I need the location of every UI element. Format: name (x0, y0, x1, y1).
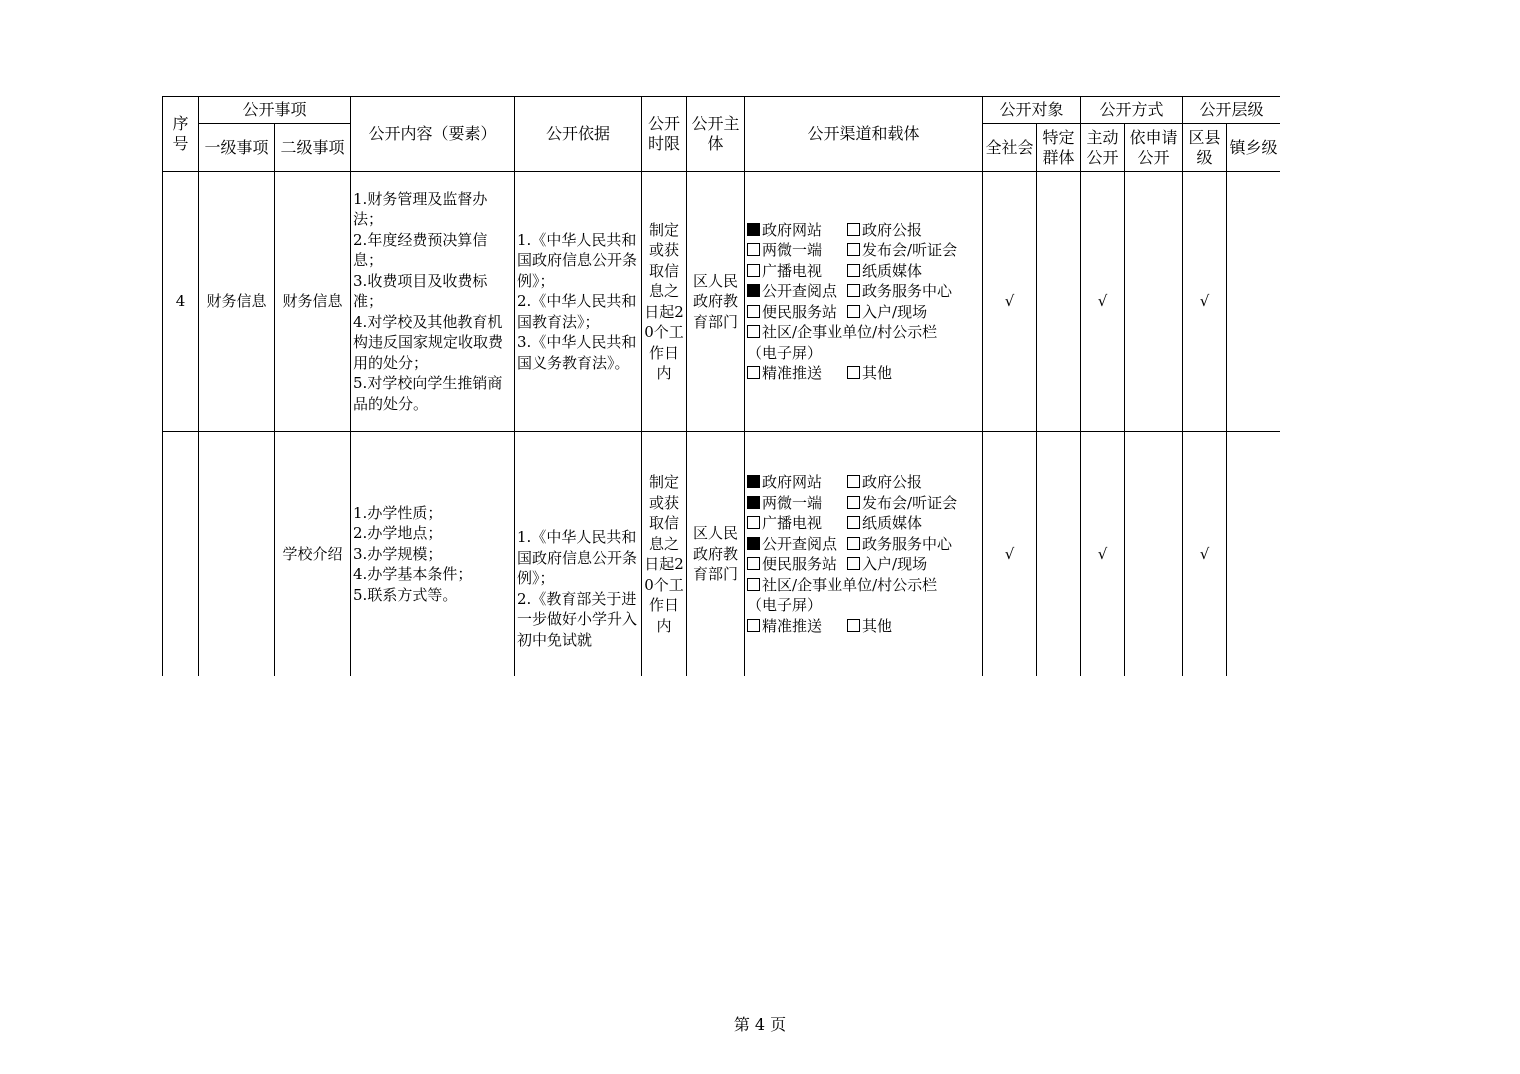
unchecked-box-icon (847, 496, 860, 509)
channel-line (747, 513, 980, 534)
unchecked-box-icon (747, 325, 760, 338)
checked-box-icon (747, 537, 760, 550)
header-level1: 一级事项 (199, 124, 275, 172)
channel-option (847, 281, 952, 302)
channel-option-label: 广播电视 (762, 514, 823, 532)
unchecked-box-icon (847, 557, 860, 570)
checked-box-icon (747, 496, 760, 509)
channel-option-label: 社区/企事业单位/村公示栏 (762, 575, 938, 594)
unchecked-box-icon (847, 619, 860, 632)
channel-option (747, 363, 847, 384)
row-audience-specific (1037, 172, 1081, 432)
unchecked-box-icon (747, 516, 760, 529)
channel-option-label: 政府公报 (862, 473, 923, 491)
row-level-county: √ (1183, 172, 1227, 432)
channel-option-label: 政府公报 (862, 220, 923, 239)
header-row-top (163, 97, 1281, 124)
header-level-group: 公开层级 (1183, 97, 1280, 124)
channel-option (747, 322, 937, 343)
channel-line (747, 534, 980, 555)
table-row (163, 432, 1281, 677)
unchecked-box-icon (747, 243, 760, 256)
row-seq: 4 (163, 172, 199, 432)
channel-option-label: 纸质媒体 (862, 514, 923, 532)
header-audience-all: 全社会 (983, 124, 1037, 172)
row-channels (745, 172, 983, 432)
channel-line (747, 322, 980, 343)
header-mode-apply: 依申请公开 (1125, 124, 1183, 172)
row-mode-apply (1125, 172, 1183, 432)
row-level-town (1227, 172, 1280, 432)
unchecked-box-icon (747, 578, 760, 591)
row-level2: 财务信息 (275, 172, 351, 432)
channel-option-label: 便民服务站 (762, 302, 838, 321)
channel-option (847, 240, 957, 261)
channel-option-label: 便民服务站 (762, 555, 838, 573)
channel-line (747, 616, 980, 637)
row-mode-apply (1125, 432, 1183, 677)
unchecked-box-icon (847, 537, 860, 550)
channel-option (847, 302, 927, 323)
channel-line (747, 240, 980, 261)
channel-line (747, 363, 980, 384)
channel-option (747, 261, 847, 282)
unchecked-box-icon (847, 243, 860, 256)
header-level2: 二级事项 (275, 124, 351, 172)
channel-option-label: 纸质媒体 (862, 261, 923, 280)
row-content: 1.办学性质； 2.办学地点； 3.办学规模； 4.办学基本条件； 5.联系方式等。 (351, 432, 515, 677)
row-mode-active: √ (1081, 432, 1125, 677)
unchecked-box-icon (747, 264, 760, 277)
row-basis: 1.《中华人民共和国政府信息公开条例》； 2.《教育部关于进一步做好小学升入初中免试就 (515, 432, 642, 677)
header-channel: 公开渠道和载体 (745, 97, 983, 172)
unchecked-box-icon (747, 557, 760, 570)
channel-option (747, 534, 847, 555)
channel-option (747, 220, 847, 241)
row-content: 1.财务管理及监督办法； 2.年度经费预决算信息； 3.收费项目及收费标准； 4.对学校及其他教育机构违反国家规定收取费用的处分； 5.对学校向学生推销商品的处分。 (351, 172, 515, 432)
channel-list (747, 220, 980, 384)
row-audience-all: √ (983, 432, 1037, 677)
page-number: 第 4 页 (733, 1015, 787, 1034)
unchecked-box-icon (747, 366, 760, 379)
channel-option-label: 入户/现场 (862, 302, 928, 321)
channel-option (847, 513, 922, 534)
row-seq (163, 432, 199, 677)
channel-line (747, 575, 980, 596)
channel-line (747, 472, 980, 493)
channel-option (847, 363, 892, 384)
channel-list (747, 472, 980, 636)
row-audience-specific (1037, 432, 1081, 677)
disclosure-table (162, 96, 1280, 676)
channel-option (747, 281, 847, 302)
channel-option-label: 公开查阅点 (762, 282, 838, 300)
unchecked-box-icon (847, 366, 860, 379)
channel-line (747, 302, 980, 323)
disclosure-table-wrapper (162, 96, 1280, 676)
channel-option-label: 两微一端 (762, 493, 823, 512)
row-level1 (199, 432, 275, 677)
channel-option-label: 其他 (862, 616, 893, 635)
header-item-group: 公开事项 (199, 97, 351, 124)
channel-option-label: 发布会/听证会 (862, 241, 958, 259)
channel-option-label: 精准推送 (762, 364, 823, 382)
channel-option-label: 政府网站 (762, 473, 823, 491)
channel-line (747, 220, 980, 241)
unchecked-box-icon (847, 516, 860, 529)
channel-option (847, 534, 952, 555)
unchecked-box-icon (847, 284, 860, 297)
channel-option-label: 入户/现场 (862, 555, 928, 573)
channel-option (747, 472, 847, 493)
unchecked-box-icon (847, 223, 860, 236)
header-mode-active: 主动公开 (1081, 124, 1125, 172)
channel-option-label: 政务服务中心 (862, 282, 953, 300)
channel-option (847, 554, 927, 575)
header-time-limit: 公开时限 (642, 97, 687, 172)
checked-box-icon (747, 223, 760, 236)
header-basis: 公开依据 (515, 97, 642, 172)
channel-line (747, 493, 980, 514)
row-level-county: √ (1183, 432, 1227, 677)
header-seq: 序号 (163, 97, 199, 172)
channel-option (847, 261, 922, 282)
row-level2: 学校介绍 (275, 432, 351, 677)
checked-box-icon (747, 475, 760, 488)
channel-option-label: 两微一端 (762, 241, 823, 259)
header-content: 公开内容（要素） (351, 97, 515, 172)
row-level1: 财务信息 (199, 172, 275, 432)
channel-option (747, 616, 847, 637)
channel-option-label: 其他 (862, 364, 893, 382)
row-audience-all: √ (983, 172, 1037, 432)
header-audience-specific: 特定群体 (1037, 124, 1081, 172)
unchecked-box-icon (847, 305, 860, 318)
unchecked-box-icon (847, 475, 860, 488)
channel-option (747, 554, 847, 575)
header-mode-group: 公开方式 (1081, 97, 1183, 124)
channel-line (747, 281, 980, 302)
header-level-town: 镇乡级 (1227, 124, 1280, 172)
row-mode-active: √ (1081, 172, 1125, 432)
channel-option-label: 精准推送 (762, 616, 823, 635)
channel-option (747, 575, 937, 596)
checked-box-icon (747, 284, 760, 297)
row-subject: 区人民政府教育部门 (687, 172, 745, 432)
row-basis: 1.《中华人民共和国政府信息公开条例》； 2.《中华人民共和国教育法》； 3.《中华人民共和国义务教育法》。 (515, 172, 642, 432)
channel-line: （电子屏） (747, 343, 823, 362)
channel-option (847, 493, 957, 514)
channel-option (747, 302, 847, 323)
channel-option-label: 广播电视 (762, 261, 823, 280)
table-row (163, 172, 1281, 432)
row-time-limit: 制定或获取信息之日起20个工作日内 (642, 172, 687, 432)
row-channels (745, 432, 983, 677)
row-subject: 区人民政府教育部门 (687, 432, 745, 677)
header-subject: 公开主体 (687, 97, 745, 172)
header-audience-group: 公开对象 (983, 97, 1081, 124)
channel-option (747, 240, 847, 261)
channel-option-label: 政府网站 (762, 220, 823, 239)
channel-option-label: 社区/企事业单位/村公示栏 (762, 323, 938, 341)
channel-line (747, 261, 980, 282)
channel-option (847, 616, 892, 637)
channel-option-label: 公开查阅点 (762, 534, 838, 553)
row-time-limit: 制定或获取信息之日起20个工作日内 (642, 432, 687, 677)
channel-option (847, 472, 922, 493)
header-level-county: 区县级 (1183, 124, 1227, 172)
unchecked-box-icon (847, 264, 860, 277)
channel-line (747, 554, 980, 575)
channel-option (747, 513, 847, 534)
channel-option-label: 发布会/听证会 (862, 493, 958, 512)
channel-line: （电子屏） (747, 596, 823, 614)
row-level-town (1227, 432, 1280, 677)
unchecked-box-icon (747, 305, 760, 318)
channel-option (847, 220, 922, 241)
unchecked-box-icon (747, 619, 760, 632)
channel-option-label: 政务服务中心 (862, 534, 953, 553)
channel-option (747, 493, 847, 514)
